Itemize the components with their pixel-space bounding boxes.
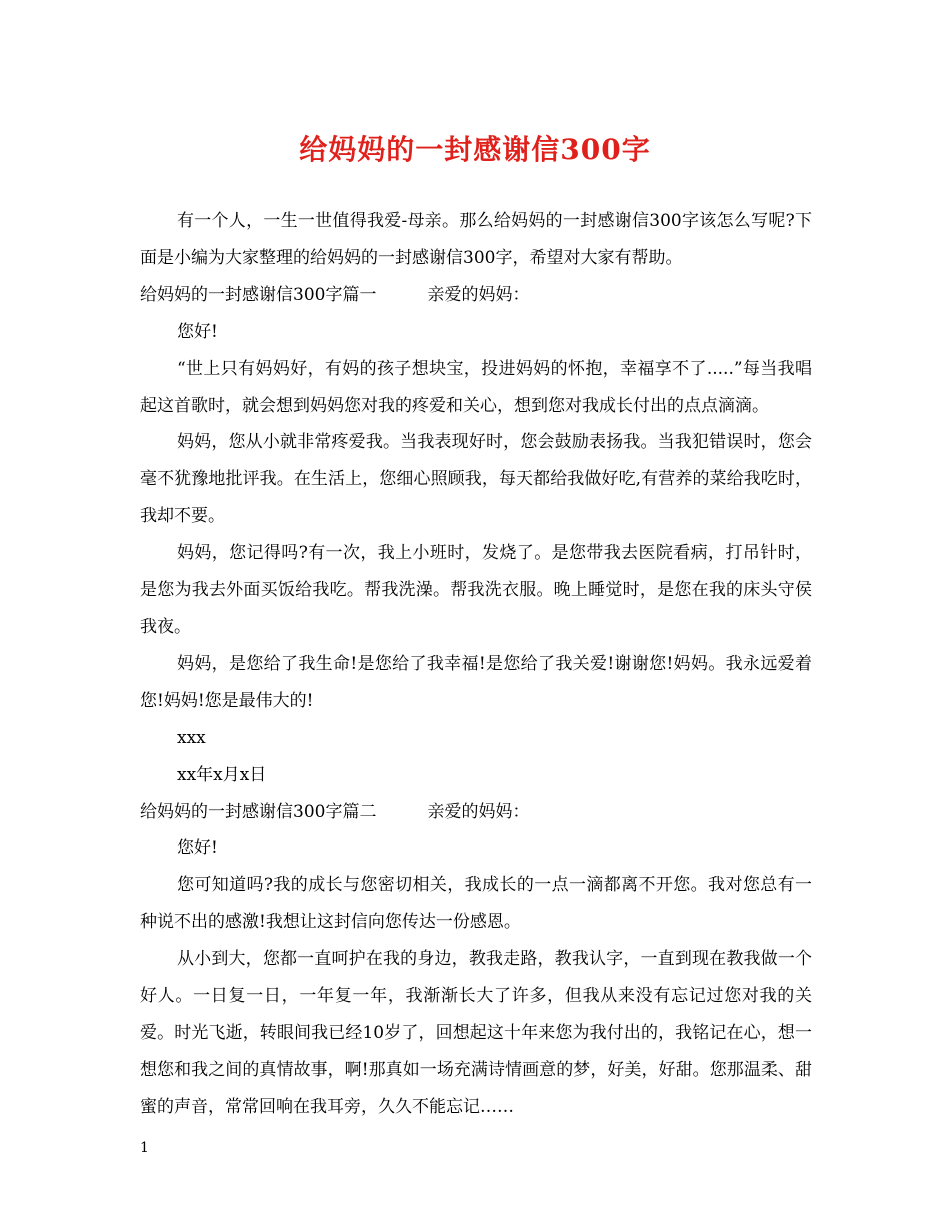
document-title: 给妈妈的一封感谢信300字 [299, 133, 651, 166]
letter1-paragraph-2: 妈妈，您从小就非常疼爱我。当我表现好时，您会鼓励表扬我。当我犯错误时，您会毫不犹豫地批评我。在生活上，您细心照顾我，每天都给我做好吃,有营养的菜给我吃时，我却不要。 [140, 432, 812, 527]
page-number: 1 [140, 1140, 149, 1156]
section-heading-2: 给妈妈的一封感谢信300字篇二 亲爱的妈妈： [140, 801, 530, 822]
letter1-date: xx年x月x日 [177, 764, 267, 785]
letter1-paragraph-1: “世上只有妈妈好，有妈的孩子想块宝，投进妈妈的怀抱，幸福享不了.....”每当我唱起这首歌时，就会想到妈妈您对我的疼爱和关心，想到您对我成长付出的点点滴滴。 [140, 358, 812, 416]
letter1-paragraph-3: 妈妈，您记得吗?有一次，我上小班时，发烧了。是您带我去医院看病，打吊针时，是您为我去外面买饭给我吃。帮我洗澡。帮我洗衣服。晚上睡觉时，是您在我的床头守侯我夜。 [140, 543, 812, 637]
greeting-1: 您好! [177, 321, 218, 342]
intro-paragraph: 有一个人，一生一世值得我爱-母亲。那么给妈妈的一封感谢信300字该怎么写呢?下面是小编为大家整理的给妈妈的一封感谢信300字，希望对大家有帮助。 [140, 211, 812, 268]
section-heading-1: 给妈妈的一封感谢信300字篇一 亲爱的妈妈： [140, 284, 530, 305]
letter1-signature: xxx [177, 727, 206, 748]
letter1-paragraph-4: 妈妈，是您给了我生命!是您给了我幸福!是您给了我关爱!谢谢您!妈妈。我永远爱着您!妈妈!您是最伟大的! [140, 653, 812, 711]
greeting-2: 您好! [177, 838, 218, 859]
letter2-paragraph-1: 您可知道吗?我的成长与您密切相关，我成长的一点一滴都离不开您。我对您总有一种说不出的感激!我想让这封信向您传达一份感恩。 [140, 875, 812, 933]
letter2-paragraph-2: 从小到大，您都一直呵护在我的身边，教我走路，教我认字，一直到现在教我做一个好人。一日复一日，一年复一年，我渐渐长大了许多，但我从来没有忘记过您对我的关爱。时光飞逝，转眼间我已经10岁了，回想起这十年来您为我付出的，我铭记在心，想一想您和我之间的真情故事，啊!那真如一场充满诗情画意的梦，好美，好甜。您那温柔、甜蜜的声音，常常回响在我耳旁，久久不能忘记…… [140, 949, 812, 1117]
document-body [140, 203, 812, 1126]
